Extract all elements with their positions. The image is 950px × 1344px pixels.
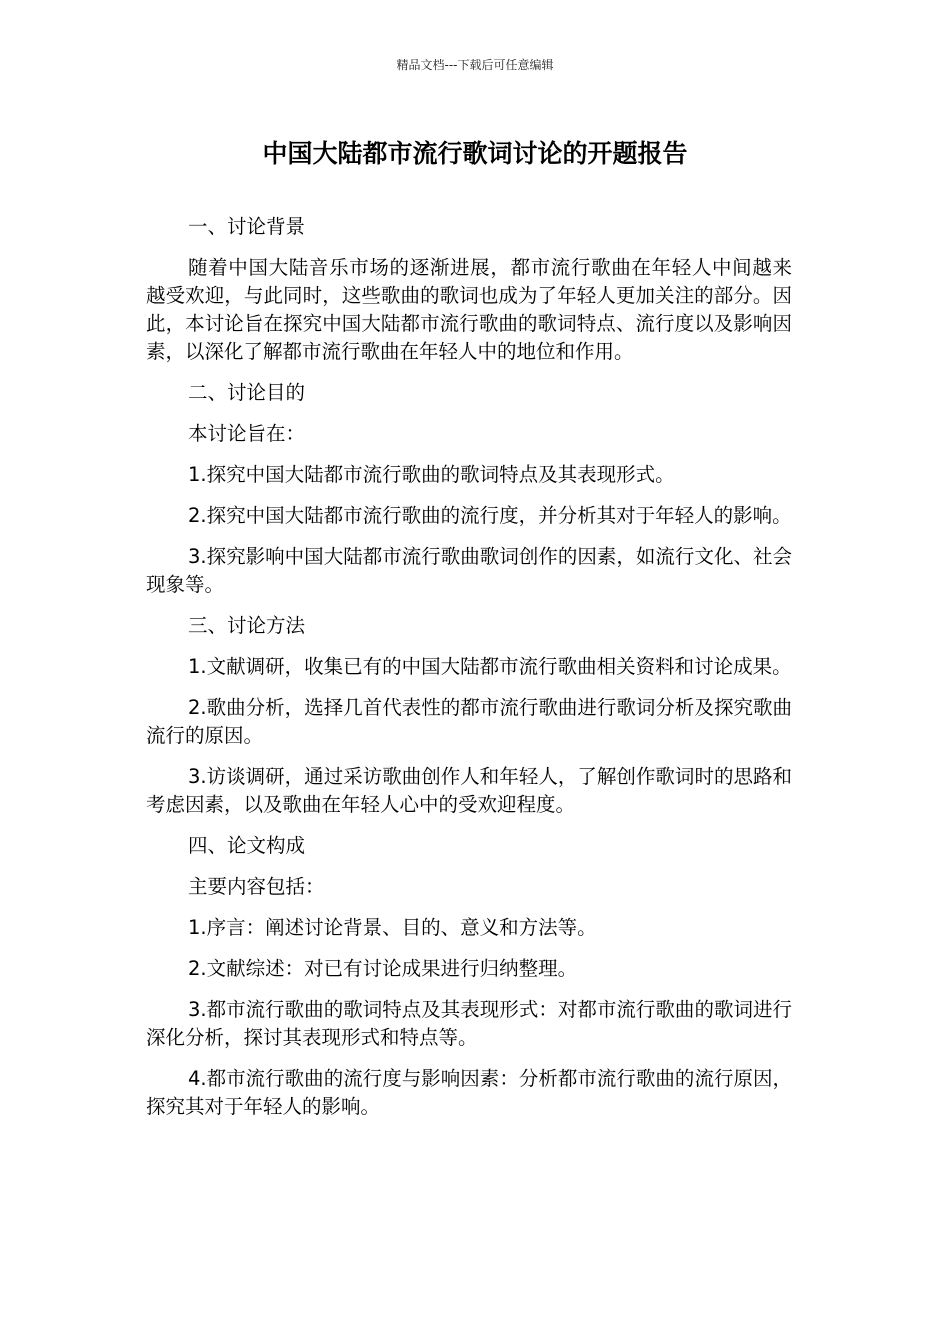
document-body — [146, 213, 792, 1134]
list-item-structure-2: 2.文献综述：对已有讨论成果进行归纳整理。 — [188, 957, 578, 980]
list-item-purpose-3: 3.探究影响中国大陆都市流行歌曲歌词创作的因素，如流行文化、社会现象等。 — [146, 545, 792, 596]
document-title: 中国大陆都市流行歌词讨论的开题报告 — [262, 139, 688, 168]
section-heading-structure: 四、论文构成 — [188, 834, 306, 857]
list-item-purpose-2: 2.探究中国大陆都市流行歌曲的流行度，并分析其对于年轻人的影响。 — [188, 504, 792, 527]
list-item-method-2: 2.歌曲分析，选择几首代表性的都市流行歌曲进行歌词分析及探究歌曲流行的原因。 — [146, 696, 792, 747]
section-heading-method: 三、讨论方法 — [188, 614, 306, 637]
list-item-method-3: 3.访谈调研，通过采访歌曲创作人和年轻人，了解创作歌词时的思路和考虑因素，以及歌曲在年轻人心中的受欢迎程度。 — [146, 765, 792, 816]
list-item-method-1: 1.文献调研，收集已有的中国大陆都市流行歌曲相关资料和讨论成果。 — [188, 655, 792, 678]
paragraph-background: 随着中国大陆音乐市场的逐渐进展，都市流行歌曲在年轻人中间越来越受欢迎，与此同时，这些歌曲的歌词也成为了年轻人更加关注的部分。因此，本讨论旨在探究中国大陆都市流行歌曲的歌词特点、流行度以及影响因素，以深化了解都市流行歌曲在年轻人中的地位和作用。 — [146, 256, 792, 363]
list-item-structure-4: 4.都市流行歌曲的流行度与影响因素：分析都市流行歌曲的流行原因，探究其对于年轻人的影响。 — [146, 1067, 792, 1118]
section-heading-background: 一、讨论背景 — [188, 215, 306, 238]
list-item-purpose-1: 1.探究中国大陆都市流行歌曲的歌词特点及其表现形式。 — [188, 463, 675, 486]
list-item-structure-3: 3.都市流行歌曲的歌词特点及其表现形式：对都市流行歌曲的歌词进行深化分析，探讨其表现形式和特点等。 — [146, 998, 792, 1049]
paragraph-purpose-intro: 本讨论旨在： — [188, 422, 306, 445]
header-note: 精品文档---下载后可任意编辑 — [396, 58, 554, 72]
list-item-structure-1: 1.序言：阐述讨论背景、目的、意义和方法等。 — [188, 916, 597, 939]
section-heading-purpose: 二、讨论目的 — [188, 381, 306, 404]
paragraph-structure-intro: 主要内容包括： — [188, 875, 325, 898]
